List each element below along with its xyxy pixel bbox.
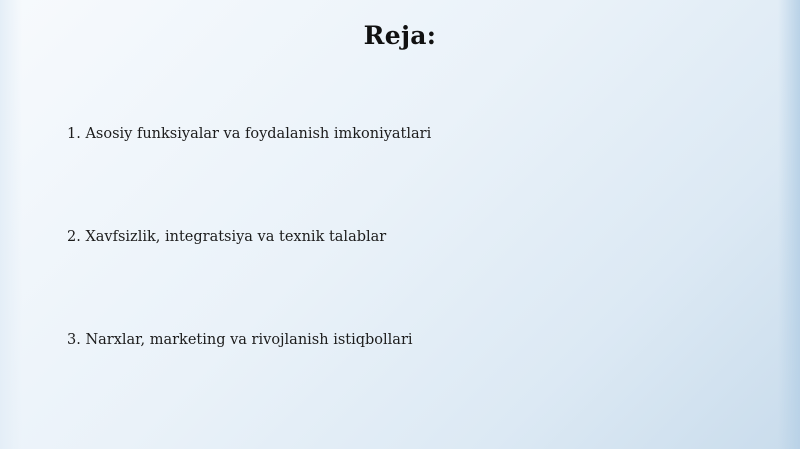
plan-item-3: 3. Narxlar, marketing va rivojlanish istiqbollari xyxy=(67,332,413,348)
slide-right-edge xyxy=(778,0,800,449)
slide-title: Reja: xyxy=(363,21,437,50)
plan-item-2: 2. Xavfsizlik, integratsiya va texnik talablar xyxy=(67,229,387,245)
plan-item-1: 1. Asosiy funksiyalar va foydalanish imkoniyatlari xyxy=(67,126,432,142)
slide-left-edge xyxy=(0,0,22,449)
